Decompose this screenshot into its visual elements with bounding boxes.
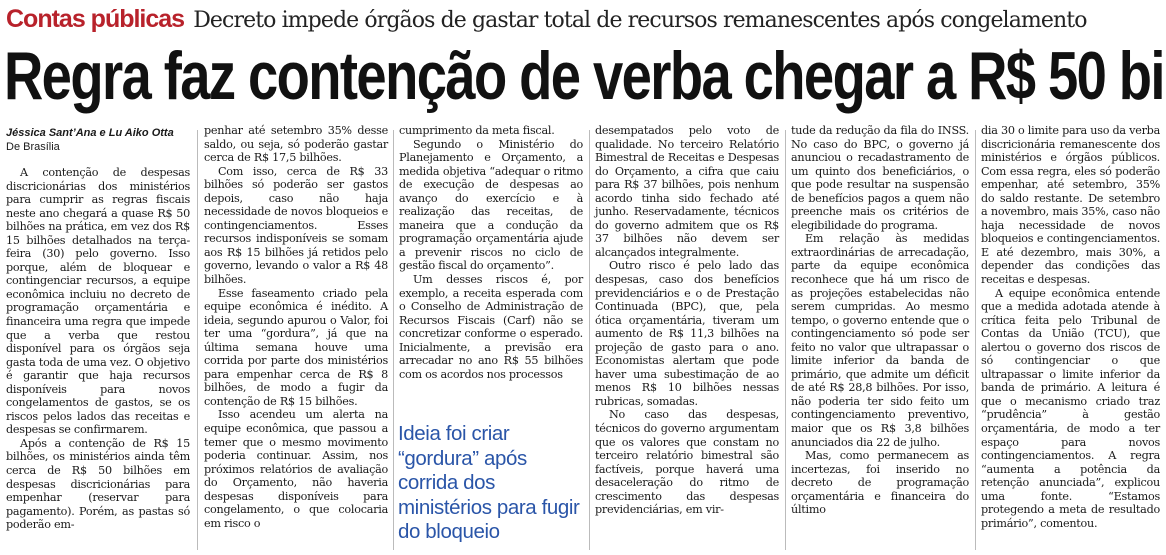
paragraph: Um desses riscos é, por exemplo, a receita esperada com o Conselho de Administração de Recursos Fiscais (Carf) não se concretizar conforme o esperado. Inicialmente, a previsão era arrecadar no ano R$ 55 bilhões com os acordos nos processos xyxy=(399,273,583,381)
paragraph: No caso das despesas, técnicos do governo argumentam que os valores que constam no terceiro relatório bimestral são factíveis, porque haverá uma desaceleração do ritmo de crescimento das despesas previdenciárias, em vir- xyxy=(595,408,779,517)
paragraph: dia 30 o limite para uso da verba discricionária remanescente dos ministérios e órgãos públicos. Com essa regra, eles só poderão empenhar, até setembro, 35% do saldo restante. De setembro a novembro, mais 35%, caso não haja necessidade de novos bloqueios e contingenciamentos. E até dezembro, mais 30%, a depender das condições das receitas e despesas. xyxy=(981,124,1160,287)
headline: Regra faz contenção de verba chegar a R$ 50 bi xyxy=(4,38,1164,114)
byline-authors: Jéssica Sant’Ana e Lu Aiko Otta xyxy=(6,127,174,139)
column-divider xyxy=(393,130,394,550)
paragraph: tude da redução da fila do INSS. No caso do BPC, o governo já anunciou o recadastramento de um quinto dos beneficiários, o que pode resultar na suspensão de benefícios pagos a quem não preenche mais os critérios de elegibilidade do programa. xyxy=(791,124,969,232)
column-4 xyxy=(595,124,779,554)
column-6 xyxy=(981,124,1160,554)
paragraph: cumprimento da meta fiscal. xyxy=(399,124,555,137)
paragraph: Após a contenção de R$ 15 bilhões, os ministérios ainda têm cerca de R$ 50 bilhões em despesas discricionárias para empenhar (reservar para pagamento). Porém, as pastas só poderão em- xyxy=(6,436,190,532)
paragraph: Mas, como permanecem as incertezas, foi inserido no decreto de programação orçamentária e financeira do último xyxy=(791,449,969,517)
column-divider xyxy=(785,130,786,550)
paragraph: Isso acendeu um alerta na equipe econômica, que passou a temer que o mesmo movimento poderia continuar. Assim, nos próximos relatórios de avaliação do Orçamento, não haveria despesas disponíveis para congelamento, o que colocaria em risco o xyxy=(204,408,388,530)
pull-quote: Ideia foi criar “gordura” após corrida dos ministérios para fugir do bloqueio xyxy=(398,422,580,543)
paragraph: Esse faseamento criado pela equipe econômica é inédito. A ideia, segundo apurou o Valor, foi ter uma “gordura”, já que na última semana houve uma corrida por parte dos ministérios para empenhar cerca de R$ 8 bilhões, de modo a fugir da contenção de R$ 15 bilhões. xyxy=(204,286,388,408)
paragraph: Outro risco é pelo lado das despesas, caso dos benefícios previdenciários e o de Prestação Continuada (BPC), que, pela ótica orçamentária, tiveram um aumento de R$ 11,3 bilhões na projeção de gasto para o ano. Economistas alertam que pode haver uma subestimação de ao menos R$ 10 bilhões nessas rubricas, somadas. xyxy=(595,259,779,408)
column-1 xyxy=(6,124,190,554)
paragraph: Segundo o Ministério do Planejamento e Orçamento, a medida objetiva “adequar o ritmo de execução de despesas ao avanço do exercício e à realização das receitas, de maneira que a condução da programação orçamentária ajude a prevenir riscos no ciclo de gestão fiscal do orçamento”. xyxy=(399,137,583,273)
byline-place: De Brasília xyxy=(6,141,60,153)
header-row xyxy=(6,2,1160,36)
subheadline: Decreto impede órgãos de gastar total de recursos remanescentes após congelamento xyxy=(193,8,1087,33)
paragraph: A equipe econômica entende que a medida adotada atende à crítica feita pelo Tribunal de Contas da União (TCU), que alertou o governo dos riscos de só contingenciar o que ultrapassar o limite inferior da banda de primário. A leitura é que o mecanismo criado traz “prudência” à gestão orçamentária, de modo a ter espaço para novos contingenciamentos. A regra “aumenta a potência da retenção anunciada”, explicou uma fonte. “Estamos protegendo a meta de resultado primário”, comentou. xyxy=(981,286,1160,530)
paragraph: penhar até setembro 35% desse saldo, ou seja, só poderão gastar cerca de R$ 17,5 bilhões. xyxy=(204,124,388,165)
column-3 xyxy=(399,124,583,414)
paragraph: A contenção de despesas discricionárias dos ministérios para cumprir as regras fiscais neste ano chegará a quase R$ 50 bilhões na prática, em vez dos R$ 15 bilhões detalhados na terça-feira (30) pelo governo. Isso porque, além de bloquear e contingenciar recursos, a equipe econômica incluiu no decreto de programação orçamentária e financeira uma regra que impede que a verba que restou disponível para os órgãos seja gasta toda de uma vez. O objetivo é garantir que haja recursos disponíveis para novos congelamentos de gastos, se os riscos pelos lados das receitas e despesas se confirmarem. xyxy=(6,166,190,437)
column-5 xyxy=(791,124,969,554)
column-divider xyxy=(975,130,976,550)
paragraph: desempatados pelo voto de qualidade. No terceiro Relatório Bimestral de Receitas e Despesas do Orçamento, a cifra que caiu para R$ 37 bilhões, pois nenhum acordo tinha sido fechado até junho. Reservadamente, técnicos do governo admitem que os R$ 37 bilhões não devem ser alcançados integralmente. xyxy=(595,124,779,259)
column-divider xyxy=(197,130,198,550)
paragraph: Em relação às medidas extraordinárias de arrecadação, parte da equipe econômica reconhece que há um risco de as projeções estabelecidas não serem cumpridas. Ao mesmo tempo, o governo entende que o contingenciamento só pode ser feito no valor que ultrapassar o limite inferior da banda de primário, que admite um déficit de até R$ 28,8 bilhões. Por isso, não poderia ter sido feito um contingenciamento preventivo, maior que os R$ 3,8 bilhões anunciados dia 22 de julho. xyxy=(791,232,969,449)
section-kicker: Contas públicas xyxy=(6,5,185,33)
column-divider xyxy=(589,130,590,550)
paragraph: Com isso, cerca de R$ 33 bilhões só poderão ser gastos depois, caso não haja necessidade de novos bloqueios e contingenciamentos. Esses recursos indisponíveis se somam aos R$ 15 bilhões já retidos pelo governo, levando o valor a R$ 48 bilhões. xyxy=(204,164,388,287)
column-2 xyxy=(204,124,388,554)
